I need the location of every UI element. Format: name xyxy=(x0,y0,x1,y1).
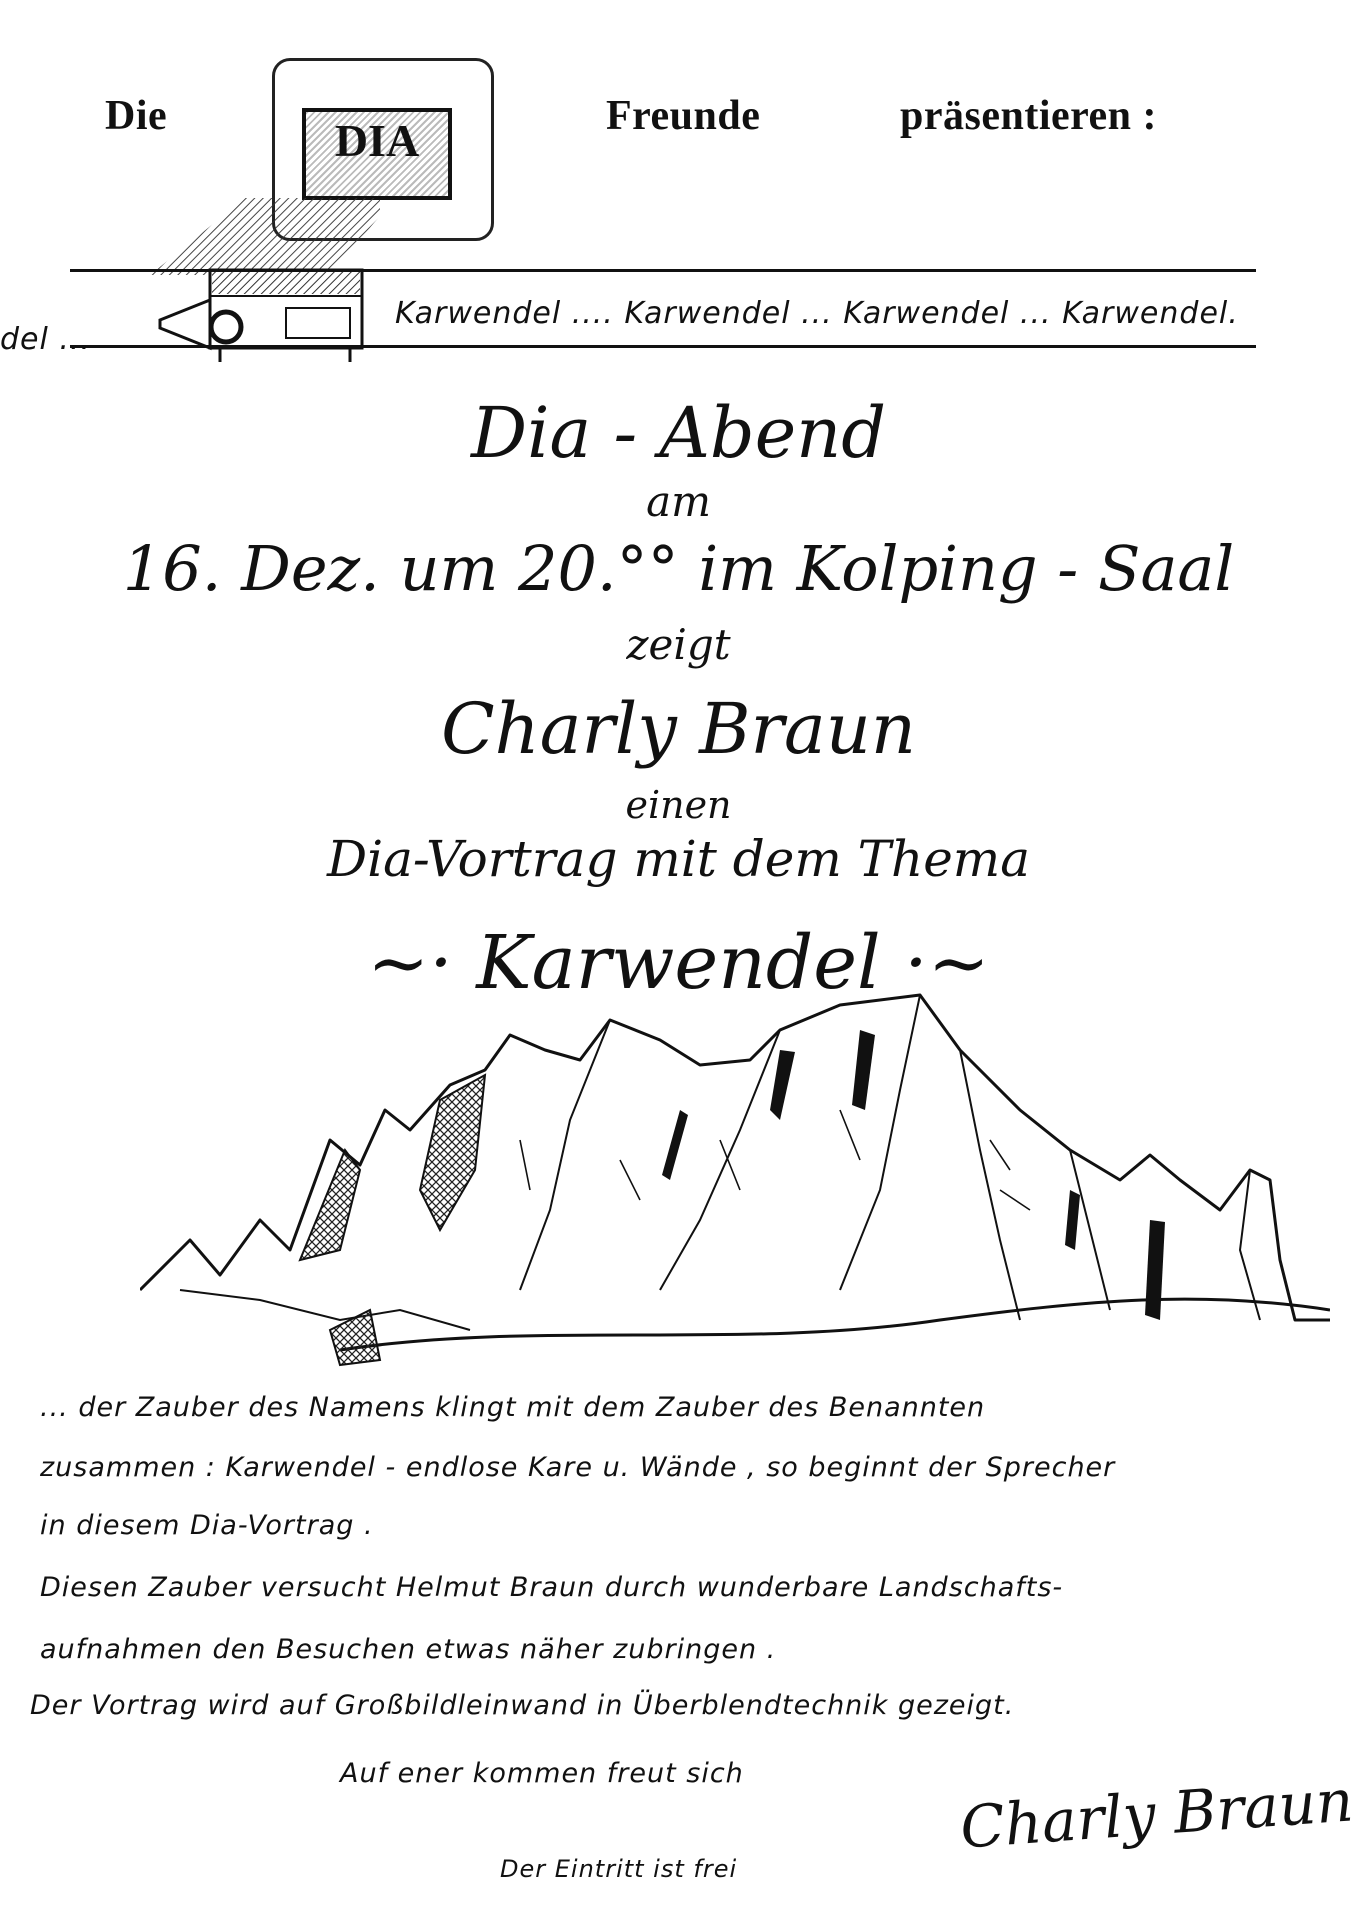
title-einen: einen xyxy=(625,783,732,827)
title-zeigt: zeigt xyxy=(626,620,731,669)
band-top-rule xyxy=(70,269,1256,272)
band-repeat-text: Karwendel .... Karwendel ... Karwendel ... Karwendel. xyxy=(395,296,1239,331)
title-vortrag-thema: Dia-Vortrag mit dem Thema xyxy=(326,830,1031,888)
body-line-6: Der Vortrag wird auf Großbildleinwand in Überblendtechnik gezeigt. xyxy=(30,1690,1015,1721)
body-line-4: Diesen Zauber versucht Helmut Braun durch wunderbare Landschafts- xyxy=(40,1572,1064,1603)
header-word-praesentieren: präsentieren : xyxy=(900,93,1158,139)
mountain-drawing xyxy=(140,990,1330,1390)
header-word-die: Die xyxy=(105,93,168,139)
dia-logo-text: DIA xyxy=(334,115,420,166)
title-karwendel: ~· Karwendel ·~ xyxy=(367,920,990,1006)
body-line-1: ... der Zauber des Namens klingt mit dem Zauber des Benannten xyxy=(40,1392,986,1423)
header-word-freunde: Freunde xyxy=(606,93,761,139)
title-date-place: 16. Dez. um 20.°° im Kolping - Saal xyxy=(122,532,1235,605)
signature: Charly Braun xyxy=(958,1766,1356,1862)
admission-note: Der Eintritt ist frei xyxy=(500,1855,738,1883)
title-dia-abend: Dia - Abend xyxy=(470,392,887,474)
body-line-2: zusammen : Karwendel - endlose Kare u. Wände , so beginnt der Sprecher xyxy=(40,1452,1116,1483)
band-bottom-rule xyxy=(70,345,1256,348)
body-line-5: aufnahmen den Besuchen etwas näher zubringen . xyxy=(40,1634,777,1665)
title-am: am xyxy=(646,477,711,526)
body-line-7: Auf ener kommen freut sich xyxy=(340,1758,744,1789)
band-left-fragment: del ... xyxy=(0,322,91,357)
title-presenter: Charly Braun xyxy=(441,688,916,770)
body-line-3: in diesem Dia-Vortrag . xyxy=(40,1510,374,1541)
slide-projector-icon xyxy=(150,150,380,365)
